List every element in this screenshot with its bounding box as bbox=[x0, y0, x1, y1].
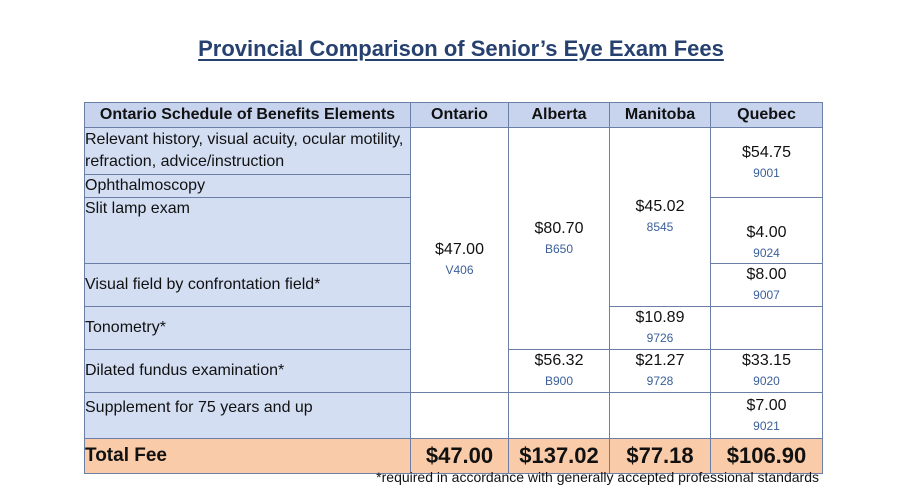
total-quebec: $106.90 bbox=[711, 439, 823, 474]
alberta-amount-b: $56.32 bbox=[534, 352, 584, 369]
manitoba-code-b: 9726 bbox=[646, 331, 674, 345]
quebec-amount-a: $54.75 bbox=[742, 143, 791, 161]
quebec-fee-cell-d bbox=[711, 350, 823, 393]
total-label: Total Fee bbox=[85, 439, 411, 474]
alberta-fee-cell-b bbox=[509, 350, 610, 393]
quebec-fee-cell-a bbox=[711, 128, 823, 198]
alberta-code-a: B650 bbox=[544, 241, 574, 256]
total-ontario: $47.00 bbox=[411, 439, 509, 474]
header-elements: Ontario Schedule of Benefits Elements bbox=[85, 103, 411, 128]
manitoba-empty-cell bbox=[610, 393, 711, 439]
header-ontario: Ontario bbox=[411, 103, 509, 128]
quebec-code-b: 9024 bbox=[753, 246, 780, 260]
total-alberta: $137.02 bbox=[509, 439, 610, 474]
quebec-code-d: 9020 bbox=[753, 374, 780, 388]
header-alberta: Alberta bbox=[509, 103, 610, 128]
quebec-fee-cell-c bbox=[711, 264, 823, 307]
quebec-code-a: 9001 bbox=[753, 165, 780, 180]
quebec-code-e: 9021 bbox=[753, 418, 780, 433]
table-row bbox=[85, 393, 823, 439]
row-label-supplement: Supplement for 75 years and up bbox=[85, 393, 411, 439]
manitoba-fee-cell-b bbox=[610, 307, 711, 350]
quebec-code-c: 9007 bbox=[753, 288, 780, 302]
row-label-visual-field: Visual field by confrontation field* bbox=[85, 264, 411, 307]
ontario-code: V406 bbox=[445, 263, 474, 277]
quebec-fee-cell-e bbox=[711, 393, 823, 439]
quebec-amount-d: $33.15 bbox=[742, 352, 791, 369]
row-label-history: Relevant history, visual acuity, ocular motility, refraction, advice/instruction bbox=[85, 128, 411, 175]
row-label-slit-lamp: Slit lamp exam bbox=[85, 198, 411, 264]
header-row bbox=[85, 103, 823, 128]
ontario-amount: $47.00 bbox=[435, 241, 484, 258]
table-row bbox=[85, 128, 823, 175]
header-quebec: Quebec bbox=[711, 103, 823, 128]
quebec-fee-cell-b bbox=[711, 198, 823, 264]
manitoba-code-c: 9728 bbox=[646, 374, 674, 388]
quebec-amount-b: $4.00 bbox=[746, 224, 787, 241]
page-title: Provincial Comparison of Senior’s Eye Exam Fees bbox=[198, 36, 724, 61]
alberta-amount-a: $80.70 bbox=[534, 219, 584, 237]
row-label-dilated-fundus: Dilated fundus examination* bbox=[85, 350, 411, 393]
manitoba-fee-cell-c bbox=[610, 350, 711, 393]
alberta-fee-cell-a bbox=[509, 128, 610, 350]
quebec-amount-e: $7.00 bbox=[746, 396, 787, 414]
header-manitoba: Manitoba bbox=[610, 103, 711, 128]
quebec-amount-c: $8.00 bbox=[746, 266, 787, 283]
manitoba-fee-cell-a bbox=[610, 128, 711, 307]
manitoba-amount-b: $10.89 bbox=[635, 309, 685, 326]
alberta-empty-cell bbox=[509, 393, 610, 439]
row-label-ophthalmoscopy: Ophthalmoscopy bbox=[85, 175, 411, 198]
total-manitoba: $77.18 bbox=[610, 439, 711, 474]
manitoba-amount-c: $21.27 bbox=[635, 352, 685, 369]
alberta-code-b: B900 bbox=[544, 374, 574, 388]
footnote: *required in accordance with generally accepted professional standards bbox=[376, 469, 819, 485]
quebec-empty-cell bbox=[711, 307, 823, 350]
ontario-fee-cell bbox=[411, 128, 509, 393]
row-label-tonometry: Tonometry* bbox=[85, 307, 411, 350]
manitoba-code-a: 8545 bbox=[646, 220, 674, 234]
fee-comparison-table bbox=[84, 102, 823, 474]
manitoba-amount-a: $45.02 bbox=[635, 198, 685, 215]
ontario-empty-cell bbox=[411, 393, 509, 439]
